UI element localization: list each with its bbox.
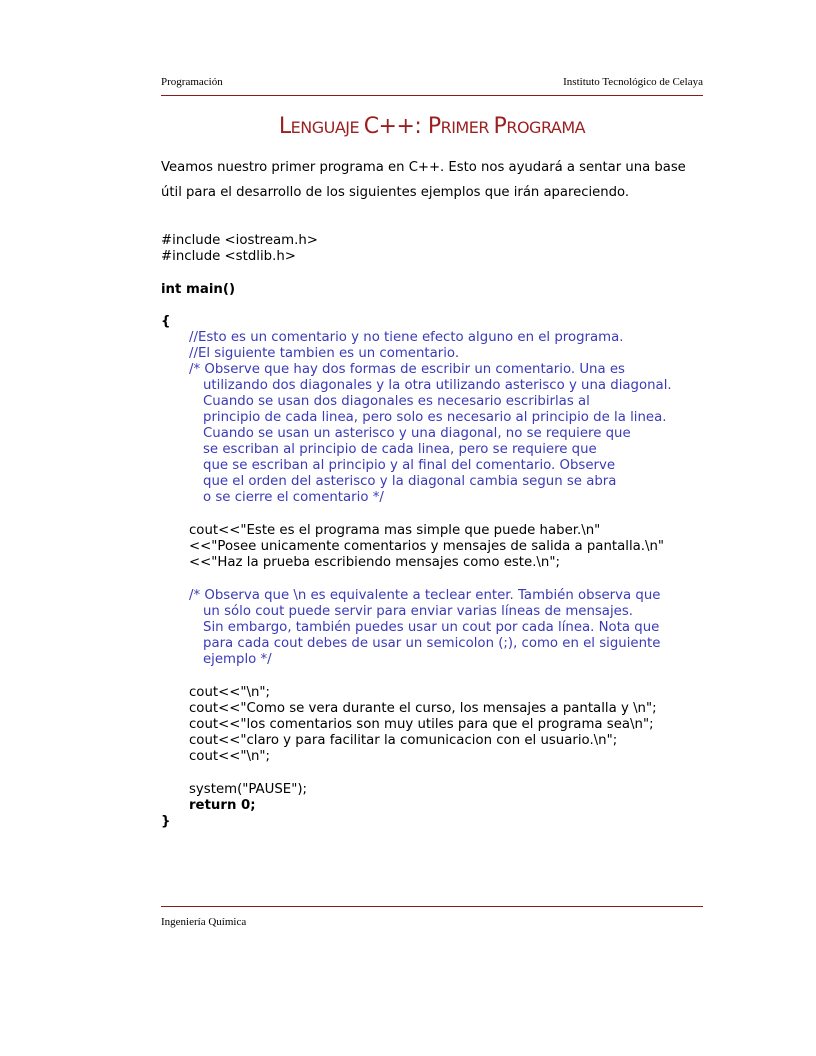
code-block-comment: ejemplo */ [203,652,272,667]
code-close-brace: } [161,814,171,829]
code-block-comment: o se cierre el comentario */ [203,490,384,505]
title-part: ROGRAMA [506,118,586,137]
code-statement: cout<<"Como se vera durante el curso, los mensajes a pantalla y \n"; [189,701,657,716]
code-statement: cout<<"los comentarios son muy utiles para que el programa sea\n"; [189,717,654,732]
intro-line: útil para el desarrollo de los siguientes ejemplos que irán apareciendo. [161,185,630,200]
page-title [161,114,703,139]
intro-line: Veamos nuestro primer programa en C++. Esto nos ayudará a sentar una base [161,160,686,175]
code-statement: <<"Posee unicamente comentarios y mensajes de salida a pantalla.\n" [189,539,665,554]
code-block-comment: que se escriban al principio y al final del comentario. Observe [203,458,616,473]
code-comment: //Esto es un comentario y no tiene efecto alguno en el programa. [189,330,624,345]
code-statement: system("PAUSE"); [189,782,307,797]
title-part: ENGUAJE [290,118,364,137]
header-institution: Instituto Tecnológico de Celaya [563,76,703,88]
title-part: RIMER [440,118,494,137]
page-header [161,76,703,90]
code-main-signature: int main() [161,282,236,297]
code-block-comment: Cuando se usan un asterisco y una diagonal, no se requiere que [203,426,631,441]
code-statement: cout<<"\n"; [189,685,270,700]
code-block-comment: utilizando dos diagonales y la otra utilizando asterisco y una diagonal. [203,378,672,393]
code-block-comment: /* Observa que \n es equivalente a teclear enter. También observa que [189,588,661,603]
code-return: return 0; [189,798,256,813]
page-footer: Ingeniería Química [161,916,247,928]
code-include: #include <iostream.h> [161,233,318,248]
code-statement: cout<<"Este es el programa mas simple que puede haber.\n" [189,523,601,538]
code-block-comment: un sólo cout puede servir para enviar varias líneas de mensajes. [203,604,633,619]
footer-rule [161,906,703,907]
code-block-comment: se escriban al principio de cada linea, pero se requiere que [203,442,597,457]
code-block-comment: /* Observe que hay dos formas de escribir un comentario. Una es [189,362,625,377]
code-statement: cout<<"claro y para facilitar la comunicacion con el usuario.\n"; [189,733,618,748]
code-block-comment: para cada cout debes de usar un semicolon (;), como en el siguiente [203,636,661,651]
code-include: #include <stdlib.h> [161,249,296,264]
title-part: L [278,114,291,139]
header-rule [161,95,703,96]
header-course: Programación [161,76,223,88]
code-statement: <<"Haz la prueba escribiendo mensajes como este.\n"; [189,555,560,570]
code-statement: cout<<"\n"; [189,749,270,764]
code-block-comment: que el orden del asterisco y la diagonal cambia segun se abra [203,474,617,489]
code-block-comment: principio de cada linea, pero solo es necesario al principio de la linea. [203,410,667,425]
code-block-comment: Cuando se usan dos diagonales es necesario escribirlas al [203,394,590,409]
title-part: P [493,114,507,139]
title-part: C++: P [363,114,441,139]
code-open-brace: { [161,314,171,329]
code-comment: //El siguiente tambien es un comentario. [189,346,460,361]
code-block-comment: Sin embargo, también puedes usar un cout por cada línea. Nota que [203,620,660,635]
